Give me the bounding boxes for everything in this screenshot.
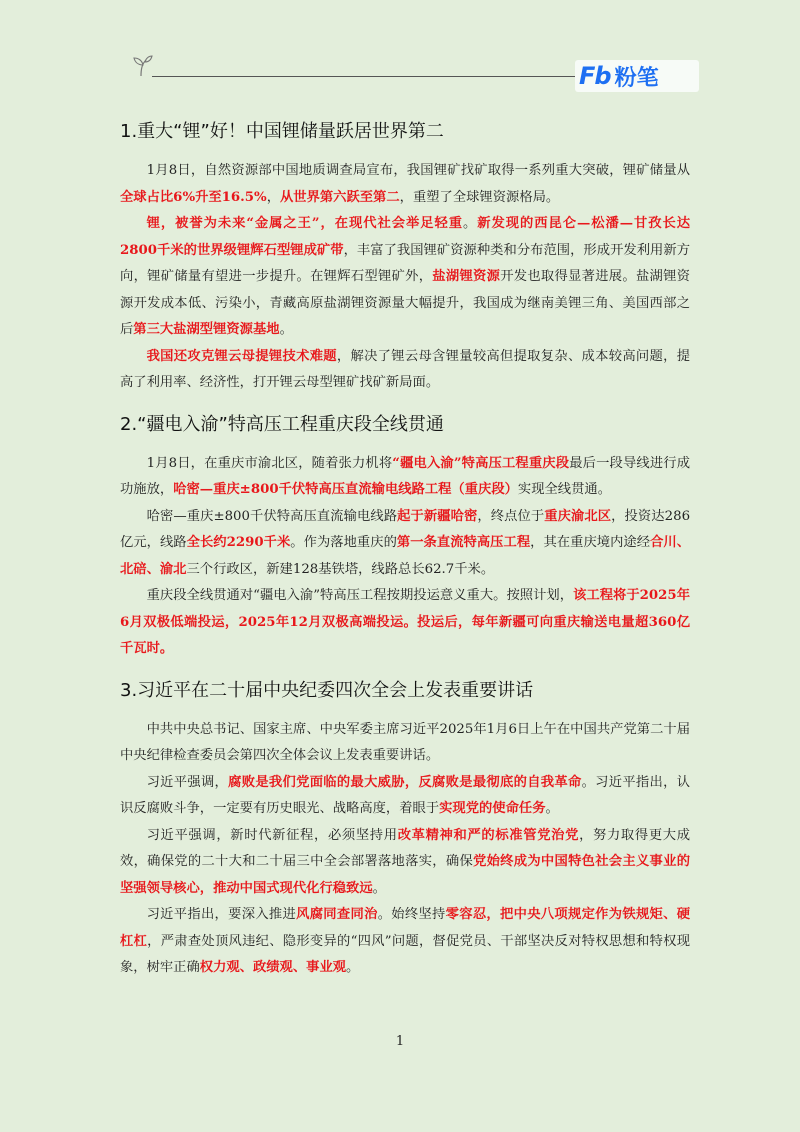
- section-title: 2.“疆电入渝”特高压工程重庆段全线贯通: [120, 413, 444, 435]
- highlight-text: 零容忍，把中央八项规定作为铁规矩、硬杠杠: [120, 907, 691, 949]
- body-text: 。: [346, 960, 360, 975]
- body-text: ，丰富了我国锂矿资源种类和分布范围，形成开发利用新方向，锂矿储量有望进一步提升。在锂辉石型锂矿外，: [120, 242, 691, 284]
- logo-mark: Fb: [579, 62, 611, 90]
- body-text: 习近平强调，: [146, 774, 229, 790]
- body-text: 。: [545, 801, 559, 816]
- highlight-text: 实现党的使命任务: [439, 801, 546, 816]
- body-text: 习近平强调，新时代新征程，必须坚持用: [146, 827, 398, 843]
- highlight-text: 第一条直流特高压工程: [396, 535, 531, 550]
- body-text: ，严肃查处顶风违纪、隐形变异的“四风”问题，督促党员、干部坚决反对特权思想和特权现象，树牢正确: [120, 933, 690, 975]
- body-text: 。习近平指出，认识反腐败斗争，一定要有历史眼光、战略高度，着眼于: [120, 774, 691, 816]
- body-text: ，重塑了全球锂资源格局。: [399, 189, 560, 205]
- body-text: 三个行政区，新建128基铁塔，线路总长62.7千米。: [186, 561, 495, 577]
- body-text: ，努力取得更大成效，确保党的二十大和二十届三中全会部署落地落实，确保: [120, 827, 691, 869]
- highlight-text: 全长约2290千米: [186, 535, 291, 550]
- paragraph: [120, 344, 690, 397]
- highlight-text: 风腐同查同治: [296, 907, 378, 922]
- body-text: ，: [266, 189, 280, 205]
- section-lithium: [120, 112, 690, 397]
- paragraph: [120, 583, 690, 663]
- body-text: 。: [372, 880, 386, 896]
- highlight-text: “疆电入渝”特高压工程重庆段: [392, 455, 570, 471]
- highlight-text: 新发现的西昆仑—松潘—甘孜长达2800千米的世界级锂辉石型锂成矿带: [120, 216, 691, 258]
- page-number: 1: [395, 1034, 405, 1049]
- body-text: ，投资达286亿元，线路: [120, 508, 691, 550]
- header-rule: [152, 76, 578, 77]
- sprout-icon: [128, 52, 154, 78]
- body-text: 最后一段导线进行成功施放，: [120, 455, 691, 497]
- paragraph: [120, 823, 690, 903]
- highlight-text: 起于新疆哈密: [397, 508, 478, 524]
- highlight-text: 重庆渝北区: [544, 508, 612, 524]
- body-text: ，解决了锂云母含锂量较高但提取复杂、成本较高问题，提高了利用率、经济性，打开锂云母型锂矿找矿新局面。: [120, 348, 691, 390]
- highlight-text: 党始终成为中国特色社会主义事业的坚强领导核心，推动中国式现代化行稳致远: [120, 854, 690, 896]
- highlight-text: 第三大盐湖型锂资源基地: [133, 322, 280, 337]
- body-text: 1月8日，在重庆市渝北区，随着张力机将: [146, 455, 393, 471]
- highlight-text: 合川、北碚、渝北: [120, 535, 691, 577]
- highlight-text: 哈密—重庆±800千伏特高压直流输电线路工程（重庆段）: [173, 482, 518, 497]
- highlight-text: 全球占比6%升至16.5%: [120, 189, 267, 205]
- paragraph: [120, 504, 690, 584]
- body-text: 习近平指出，要深入推进: [146, 907, 297, 922]
- highlight-text: 腐败是我们党面临的最大威胁，反腐败是最彻底的自我革命: [228, 774, 582, 790]
- article-body: [120, 112, 690, 990]
- body-text: 。: [463, 216, 478, 231]
- highlight-text: 锂，被誉为未来“金属之王”，在现代社会举足轻重: [146, 216, 463, 231]
- paragraph: [120, 211, 690, 344]
- section-title: 1.重大“锂”好！中国锂储量跃居世界第二: [120, 121, 444, 142]
- paragraph: [120, 902, 690, 982]
- body-text: 重庆段全线贯通对“疆电入渝”特高压工程按期投运意义重大。按照计划，: [146, 588, 574, 603]
- section-title: 3.习近平在二十届中央纪委四次全会上发表重要讲话: [120, 679, 534, 701]
- brand-logo: [575, 60, 699, 92]
- highlight-text: 改革精神和严的标准管党治党: [397, 827, 580, 843]
- body-text: 哈密—重庆±800千伏特高压直流输电线路: [146, 508, 398, 524]
- highlight-text: 我国还攻克锂云母提锂技术难题: [146, 348, 337, 364]
- paragraph: [120, 770, 690, 823]
- highlight-text: 该工程将于2025年6月双极低端投运，2025年12月双极高端投运。投运后，每年新疆可向重庆输送电量超360亿千瓦时。: [120, 588, 690, 656]
- body-text: 中共中央总书记、国家主席、中央军委主席习近平2025年1月6日上午在中国共产党第二十届中央纪律检查委员会第四次全体会议上发表重要讲话。: [120, 721, 690, 763]
- paragraph: [120, 158, 690, 211]
- highlight-text: 从世界第六跃至第二: [279, 189, 400, 205]
- section-speech: [120, 671, 690, 982]
- paragraph: [120, 451, 690, 504]
- paragraph: [120, 717, 690, 770]
- highlight-text: 盐湖锂资源: [432, 269, 501, 284]
- body-text: ，终点位于: [477, 508, 545, 524]
- body-text: 实现全线贯通。: [517, 482, 611, 497]
- body-text: 。: [279, 322, 293, 337]
- body-text: 开发也取得显著进展。盐湖锂资源开发成本低、污染小，青藏高原盐湖锂资源量大幅提升，我国成为继南美锂三角、美国西部之后: [120, 269, 690, 337]
- body-text: 。作为落地重庆的: [290, 535, 397, 550]
- body-text: 1月8日，自然资源部中国地质调查局宣布，我国锂矿找矿取得一系列重大突破，锂矿储量从: [146, 163, 690, 178]
- body-text: ，其在重庆境内途经: [530, 535, 651, 550]
- logo-text: 粉笔: [614, 65, 659, 91]
- highlight-text: 权力观、政绩观、事业观: [199, 960, 347, 975]
- body-text: 。始终坚持: [377, 907, 446, 922]
- section-power-line: [120, 405, 690, 663]
- page-header: [0, 0, 800, 100]
